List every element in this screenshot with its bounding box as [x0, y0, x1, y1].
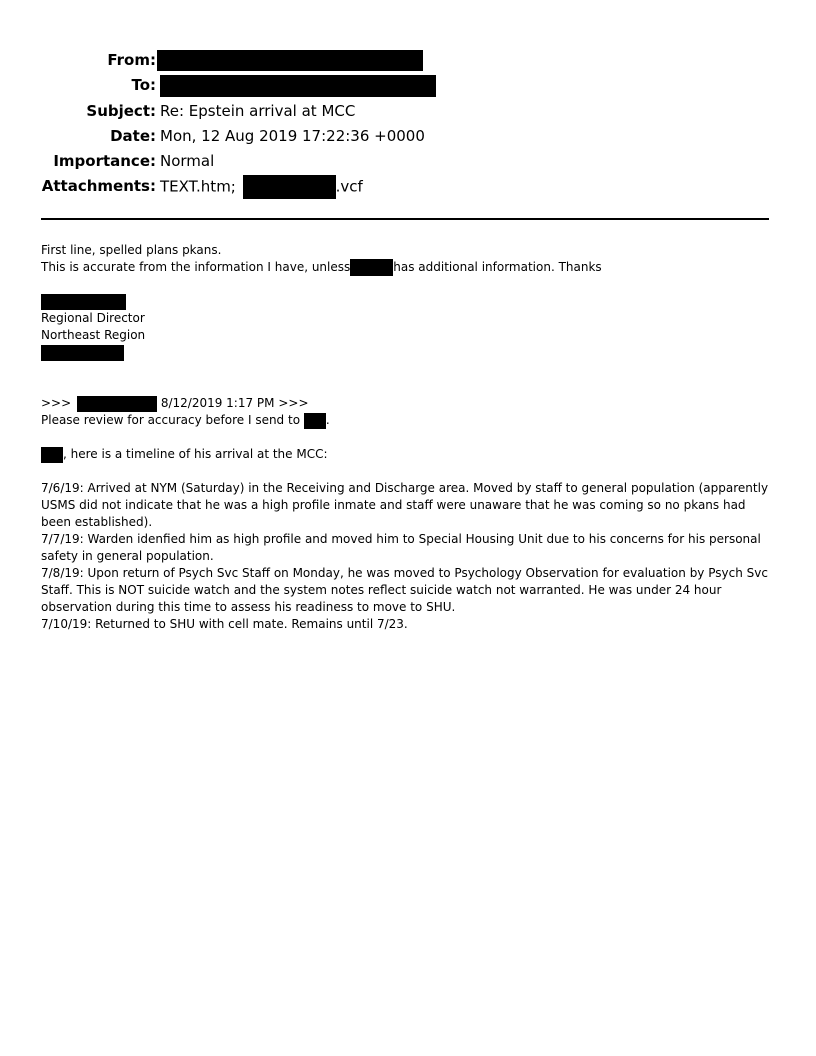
subject-value: Re: Epstein arrival at MCC — [160, 102, 356, 120]
redaction-box — [157, 50, 423, 71]
importance-value: Normal — [160, 152, 215, 170]
quoted-intro — [41, 446, 771, 463]
attachment-text-htm: TEXT.htm; — [160, 177, 236, 196]
signature-extra — [41, 344, 771, 361]
to-label: To: — [131, 76, 156, 94]
signature-title: Regional Director — [41, 311, 145, 325]
quoted-request-end: . — [325, 413, 330, 427]
from-label: From: — [107, 51, 156, 69]
redaction-box — [350, 259, 393, 276]
quoted-request — [41, 412, 771, 429]
attachments-label: Attachments: — [41, 177, 156, 195]
redaction-box — [304, 413, 326, 429]
quoted-datetime: 8/12/2019 1:17 PM >>> — [160, 396, 309, 410]
date-row — [0, 125, 816, 147]
from-value — [157, 49, 423, 71]
subject-row — [0, 100, 816, 122]
date-value: Mon, 12 Aug 2019 17:22:36 +0000 — [160, 127, 425, 145]
message-body — [41, 242, 771, 633]
redaction-box — [41, 294, 126, 310]
importance-label: Importance: — [53, 152, 156, 170]
importance-row — [0, 150, 816, 172]
redaction-box — [160, 75, 436, 97]
reply-line-2-start: This is accurate from the information I have, unless — [41, 260, 351, 274]
reply-line-2 — [41, 259, 771, 276]
signature-name — [41, 293, 771, 310]
attachments-row — [0, 175, 816, 197]
attachment-vcf-ext: .vcf — [335, 177, 363, 196]
attachments-value — [160, 175, 363, 199]
timeline-entry: 7/7/19: Warden idenfied him as high profile and moved him to Special Housing Unit due to his concerns for his personal safety in general population. — [41, 532, 761, 563]
redaction-box — [41, 447, 63, 463]
redaction-box — [41, 345, 124, 361]
to-row — [0, 74, 816, 96]
from-row — [0, 49, 816, 71]
quoted-header — [41, 395, 771, 412]
quote-prefix: >>> — [41, 396, 72, 410]
timeline-entry: 7/8/19: Upon return of Psych Svc Staff on Monday, he was moved to Psychology Observation for evaluation by Psych Svc Staff. This is NOT suicide watch and the system notes reflect suicide watch not warranted. He was under 24 hour observation during this time to assess his readiness to move to SHU. — [41, 566, 768, 614]
quoted-request-text: Please review for accuracy before I send to — [41, 413, 301, 427]
to-value — [160, 74, 436, 97]
reply-line-1: First line, spelled plans pkans. — [41, 243, 222, 257]
signature-region: Northeast Region — [41, 328, 146, 342]
timeline-entry: 7/6/19: Arrived at NYM (Saturday) in the Receiving and Discharge area. Moved by staff to general population (apparently USMS did not indicate that he was a high profile inmate and staff were unaware that he was coming so no pkans had been established). — [41, 481, 769, 529]
date-label: Date: — [110, 127, 156, 145]
subject-label: Subject: — [86, 102, 156, 120]
reply-line-2-end: has additional information. Thanks — [393, 260, 602, 274]
header-divider — [41, 218, 769, 220]
timeline-entry: 7/10/19: Returned to SHU with cell mate. Remains until 7/23. — [41, 617, 408, 631]
redaction-box — [243, 175, 336, 199]
redaction-box — [77, 396, 157, 412]
quoted-intro-text: , here is a timeline of his arrival at the MCC: — [63, 447, 328, 461]
